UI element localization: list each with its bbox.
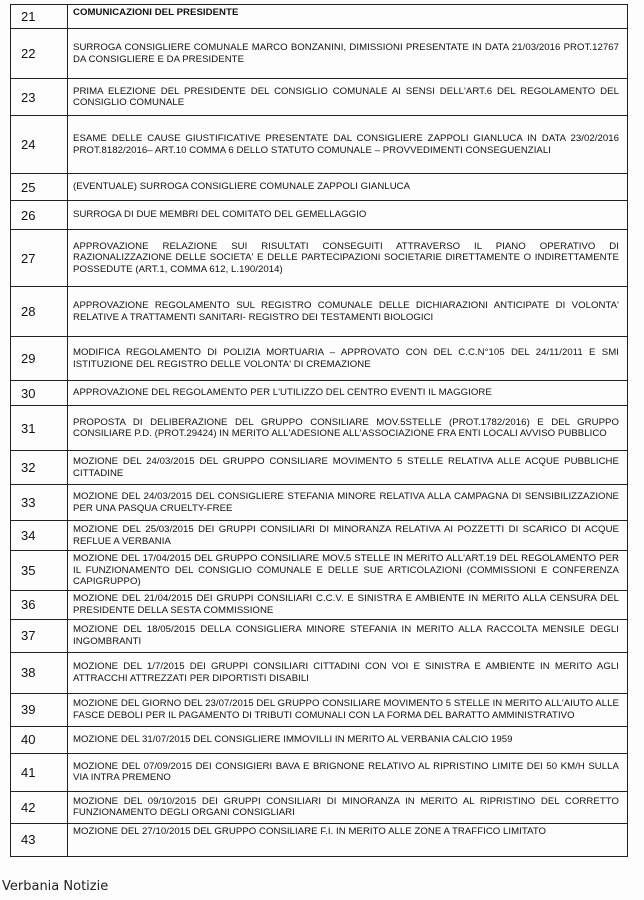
item-number: 25: [11, 174, 68, 201]
item-text: MOZIONE DEL 18/05/2015 DELLA CONSIGLIERA MINORE STEFANIA IN MERITO ALLA RACCOLTA MENSILE DEGLI INGOMBRANTI: [68, 619, 628, 652]
table-row: [11, 116, 628, 174]
table-row: [11, 485, 628, 521]
table-row: [11, 823, 628, 856]
item-text: PROPOSTA DI DELIBERAZIONE DEL GRUPPO CONSILIARE MOV.5STELLE (PROT.1782/2016) E DEL GRUPPO CONSILIARE P.D. (PROT.29424) IN MERITO ALL'ADESIONE ALL'ASSOCIAZIONE FRA ENTI LOCALI AVVISO PUBBLICO: [68, 406, 628, 451]
table-row: [11, 791, 628, 823]
item-text: ESAME DELLE CAUSE GIUSTIFICATIVE PRESENTATE DAL CONSIGLIERE ZAPPOLI GIANLUCA IN DATA 23/02/2016 PROT.8182/2016– ART.10 COMMA 6 DELLO STATUTO COMUNALE – PROVVEDIMENTI CONSEGUENZIALI: [68, 116, 628, 174]
item-number: 38: [11, 652, 68, 693]
item-text: MOZIONE DEL 17/04/2015 DEL GRUPPO CONSILIARE MOV.5 STELLE IN MERITO ALL'ART.19 DEL REGOLAMENTO PER IL FUNZIONAMENTO DEL CONSIGLIO COMUNALE E DELLE SUE ARTICOLAZIONI (COMMISSIONI E CONFERENZA CAPIGRUPPO): [68, 551, 628, 591]
table-row: [11, 551, 628, 591]
table-row: [11, 619, 628, 652]
item-number: 33: [11, 485, 68, 521]
table-row: [11, 5, 628, 29]
item-number: 43: [11, 823, 68, 856]
item-text: APPROVAZIONE DEL REGOLAMENTO PER L'UTILIZZO DEL CENTRO EVENTI IL MAGGIORE: [68, 381, 628, 406]
item-number: 42: [11, 791, 68, 823]
item-number: 29: [11, 337, 68, 381]
table-row: [11, 590, 628, 619]
item-text: MOZIONE DEL 31/07/2015 DEL CONSIGLIERE IMMOVILLI IN MERITO AL VERBANIA CALCIO 1959: [68, 726, 628, 753]
table-row: [11, 201, 628, 230]
item-text: COMUNICAZIONI DEL PRESIDENTE: [68, 5, 628, 29]
item-number: 28: [11, 287, 68, 337]
table-row: [11, 652, 628, 693]
item-text: SURROGA DI DUE MEMBRI DEL COMITATO DEL GEMELLAGGIO: [68, 201, 628, 230]
item-number: 31: [11, 406, 68, 451]
table-row: [11, 726, 628, 753]
item-text: MOZIONE DEL 24/03/2015 DEL GRUPPO CONSILIARE MOVIMENTO 5 STELLE RELATIVA ALLE ACQUE PUBBLICHE CITTADINE: [68, 451, 628, 485]
table-row: [11, 337, 628, 381]
item-text: (EVENTUALE) SURROGA CONSIGLIERE COMUNALE ZAPPOLI GIANLUCA: [68, 174, 628, 201]
item-text: MOZIONE DEL 09/10/2015 DEI GRUPPI CONSILIARI DI MINORANZA IN MERITO AL RIPRISTINO DEL CORRETTO FUNZIONAMENTO DEGLI ORGANI CONSIGLIARI: [68, 791, 628, 823]
item-text: APPROVAZIONE REGOLAMENTO SUL REGISTRO COMUNALE DELLE DICHIARAZIONI ANTICIPATE DI VOLONTA' RELATIVE A TRATTAMENTI SANITARI- REGISTRO DEI TESTAMENTI BIOLOGICI: [68, 287, 628, 337]
watermark-text: Verbania Notizie: [2, 879, 109, 894]
item-number: 41: [11, 753, 68, 791]
item-text: MOZIONE DEL 27/10/2015 DEL GRUPPO CONSILIARE F.I. IN MERITO ALLE ZONE A TRAFFICO LIMITATO: [68, 823, 628, 856]
item-text: MOZIONE DEL 07/09/2015 DEI CONSIGIERI BAVA E BRIGNONE RELATIVO AL RIPRISTINO LIMITE DEI 50 KM/H SULLA VIA INTRA PREMENO: [68, 753, 628, 791]
item-number: 37: [11, 619, 68, 652]
item-number: 23: [11, 79, 68, 116]
item-text: MOZIONE DEL GIORNO DEL 23/07/2015 DEL GRUPPO CONSILIARE MOVIMENTO 5 STELLE IN MERITO ALL'AIUTO ALLE FASCE DEBOLI PER IL PAGAMENTO DI TRIBUTI COMUNALI CON LA FORMA DEL BARATTO AMMINISTRATIVO: [68, 693, 628, 726]
table-row: [11, 521, 628, 551]
item-number: 27: [11, 230, 68, 287]
item-text: MOZIONE DEL 25/03/2015 DEI GRUPPI CONSILIARI DI MINORANZA RELATIVA AI POZZETTI DI SCARICO DI ACQUE REFLUE A VERBANIA: [68, 521, 628, 551]
table-row: [11, 174, 628, 201]
item-number: 21: [11, 5, 68, 29]
item-number: 24: [11, 116, 68, 174]
item-text: APPROVAZIONE RELAZIONE SUI RISULTATI CONSEGUITI ATTRAVERSO IL PIANO OPERATIVO DI RAZIONALIZZAZIONE DELLE SOCIETA' E DELLE PARTECIPAZIONI SOCIETARIE DIRETTAMENTE O INDIRETTAMENTE POSSEDUTE (ART.1, COMMA 612, L.190/2014): [68, 230, 628, 287]
item-number: 30: [11, 381, 68, 406]
table-row: [11, 381, 628, 406]
item-number: 32: [11, 451, 68, 485]
item-text: SURROGA CONSIGLIERE COMUNALE MARCO BONZANINI, DIMISSIONI PRESENTATE IN DATA 21/03/2016 PROT.12767 DA CONSIGLIERE E DA PRESIDENTE: [68, 29, 628, 79]
agenda-table: [10, 4, 628, 857]
item-number: 39: [11, 693, 68, 726]
item-number: 34: [11, 521, 68, 551]
item-number: 40: [11, 726, 68, 753]
item-text: MOZIONE DEL 24/03/2015 DEL CONSIGLIERE STEFANIA MINORE RELATIVA ALLA CAMPAGNA DI SENSIBILIZZAZIONE PER UNA PASQUA CRUELTY-FREE: [68, 485, 628, 521]
table-row: [11, 406, 628, 451]
table-row: [11, 230, 628, 287]
table-row: [11, 693, 628, 726]
table-row: [11, 451, 628, 485]
item-text: MOZIONE DEL 21/04/2015 DEI GRUPPI CONSILIARI C.C.V. E SINISTRA E AMBIENTE IN MERITO ALLA CENSURA DEL PRESIDENTE DELLA SESTA COMMISSIONE: [68, 590, 628, 619]
item-text: MODIFICA REGOLAMENTO DI POLIZIA MORTUARIA – APPROVATO CON DEL C.C.N°105 DEL 24/11/2011 E SMI ISTITUZIONE DEL REGISTRO DELLE VOLONTA' DI CREMAZIONE: [68, 337, 628, 381]
item-number: 22: [11, 29, 68, 79]
table-row: [11, 753, 628, 791]
item-text: PRIMA ELEZIONE DEL PRESIDENTE DEL CONSIGLIO COMUNALE AI SENSI DELL'ART.6 DEL REGOLAMENTO DEL CONSIGLIO COMUNALE: [68, 79, 628, 116]
item-text: MOZIONE DEL 1/7/2015 DEI GRUPPI CONSILIARI CITTADINI CON VOI E SINISTRA E AMBIENTE IN MERITO AGLI ATTRACCHI ATTREZZATI PER DIPORTISTI DISABILI: [68, 652, 628, 693]
item-number: 35: [11, 551, 68, 591]
table-row: [11, 287, 628, 337]
item-number: 26: [11, 201, 68, 230]
table-row: [11, 79, 628, 116]
item-number: 36: [11, 590, 68, 619]
table-row: [11, 29, 628, 79]
